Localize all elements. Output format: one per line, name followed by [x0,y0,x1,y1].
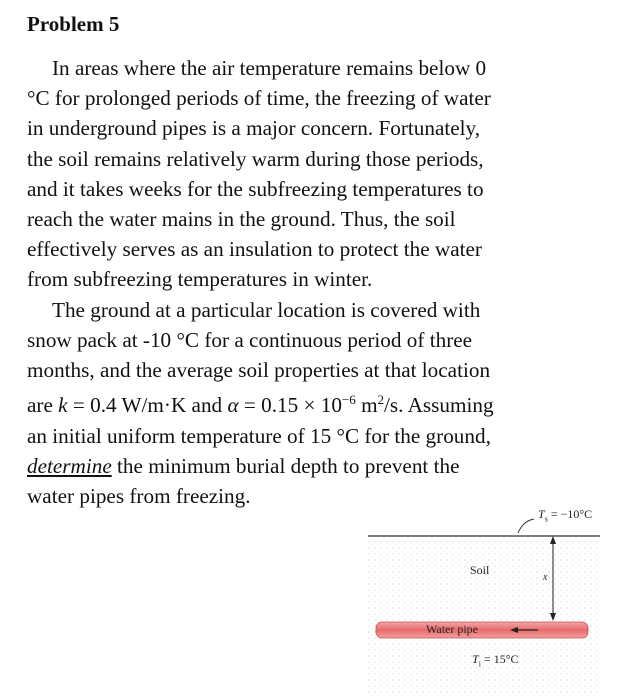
water-pipe [376,622,588,638]
p1-line: In areas where the air temperature remains below 0 [52,56,487,80]
surface-temp-label: $T_s = -10^\circ C$ [538,507,593,524]
p1-line: °C for prolonged periods of time, the freezing of water [27,86,491,111]
soil-pipe-figure [368,505,603,695]
p2-line: water pipes from freezing. [27,483,251,508]
p2-line: The ground at a particular location is covered with [52,297,481,322]
p2-line-determine: determine the minimum burial depth to prevent the [27,453,460,478]
p1-line: from subfreezing temperatures in winter. [27,267,373,292]
initial-temp-label: $T_i = 15^\circ C$ [472,652,519,669]
surface-pointer [518,519,534,533]
p1-line: and it takes weeks for the subfreezing temperatures to [27,176,484,201]
p1-line: the soil remains relatively warm during those periods, [27,146,484,171]
soil-label: Soil [470,563,490,577]
p2-line: snow pack at -10 °C for a continuous period of three [27,327,473,352]
paragraph-1 [27,53,599,295]
p1-line: effectively serves as an insulation to protect the water [27,237,482,262]
paragraph-2 [27,295,599,511]
p1-line: in underground pipes is a major concern. Fortunately, [27,116,481,141]
problem-statement [27,53,599,511]
alpha-symbol: α [227,393,239,418]
problem-title: Problem 5 [27,12,120,36]
k-symbol: k [58,393,68,418]
p2-line: an initial uniform temperature of 15 °C for the ground, [27,423,491,448]
soil-region [368,536,600,695]
p2-line-properties: are k = 0.4 W/m·K and $\alpha = 0.15 \times 10^{-6}$ $m^2/s$. Assuming [27,392,494,418]
depth-label: x [543,572,548,583]
pipe-label: Water pipe [426,622,479,636]
p1-line: reach the water mains in the ground. Thus, the soil [27,207,456,232]
p2-line: months, and the average soil properties at that location [27,358,491,383]
determine-word: determine [27,453,112,478]
